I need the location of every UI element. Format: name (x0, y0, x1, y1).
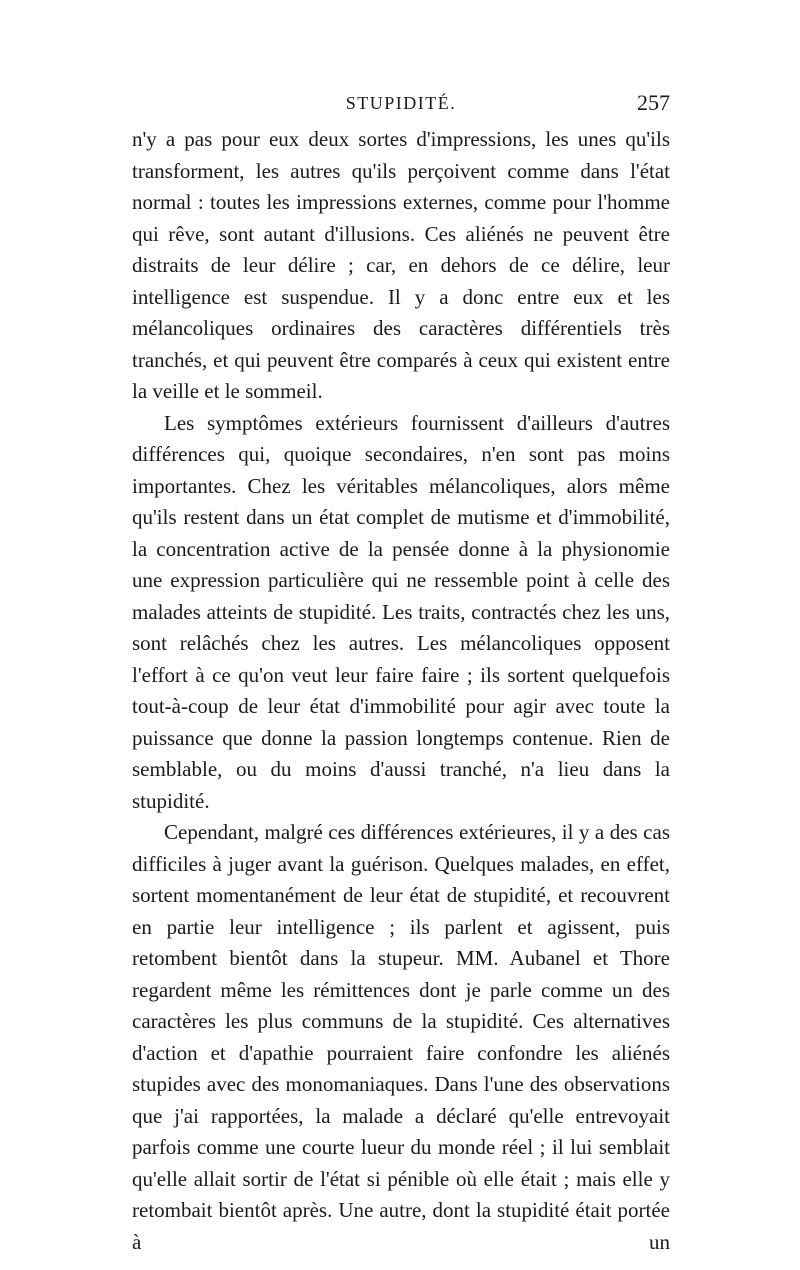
page-number: 257 (637, 90, 670, 115)
running-title: STUPIDITÉ. (345, 93, 457, 113)
running-head (132, 88, 670, 118)
paragraph-1: n'y a pas pour eux deux sortes d'impressions, les unes qu'ils transforment, les autres qu'ils perçoivent comme dans l'état normal : toutes les impressions externes, comme pour l'homme qui rêve, sont autant d'illusions. Ces aliénés ne peuvent être distraits de leur délire ; car, en dehors de ce délire, leur intelligence est suspendue. Il y a donc entre eux et les mélancoliques ordinaires des caractères différentiels très tranchés, et qui peuvent être comparés à ceux qui existent entre la veille et le sommeil. (132, 127, 670, 403)
paragraph-3: Cependant, malgré ces différences extérieures, il y a des cas difficiles à juger avant la guérison. Quelques malades, en effet, sortent momentanément de leur état de stupidité, et recouvrent en partie leur intelligence ; ils parlent et agissent, puis retombent bientôt dans la stupeur. MM. Aubanel et Thore regardent même les rémittences dont je parle comme un des caractères les plus communs de la stupidité. Ces alternatives d'action et d'apathie pourraient faire confondre les aliénés stupides avec des monomaniaques. Dans l'une des observations que j'ai rapportées, la malade a déclaré qu'elle entrevoyait parfois comme une courte lueur du monde réel ; il lui semblait qu'elle allait sortir de l'état si pénible où elle était ; mais elle y retombait bientôt après. Une autre, dont la stupidité était portée à un (132, 820, 670, 1254)
body-text (132, 124, 670, 1258)
paragraph-2: Les symptômes extérieurs fournissent d'ailleurs d'autres différences qui, quoique secondaires, n'en sont pas moins importantes. Chez les véritables mélancoliques, alors même qu'ils restent dans un état complet de mutisme et d'immobilité, la concentration active de la pensée donne à la physionomie une expression particulière qui ne ressemble point à celle des malades atteints de stupidité. Les traits, contractés chez les uns, sont relâchés chez les autres. Les mélancoliques opposent l'effort à ce qu'on veut leur faire faire ; ils sortent quelquefois tout-à-coup de leur état d'immobilité pour agir avec toute la puissance que donne la passion longtemps contenue. Rien de semblable, ou du moins d'aussi tranché, n'a lieu dans la stupidité. (132, 410, 670, 813)
